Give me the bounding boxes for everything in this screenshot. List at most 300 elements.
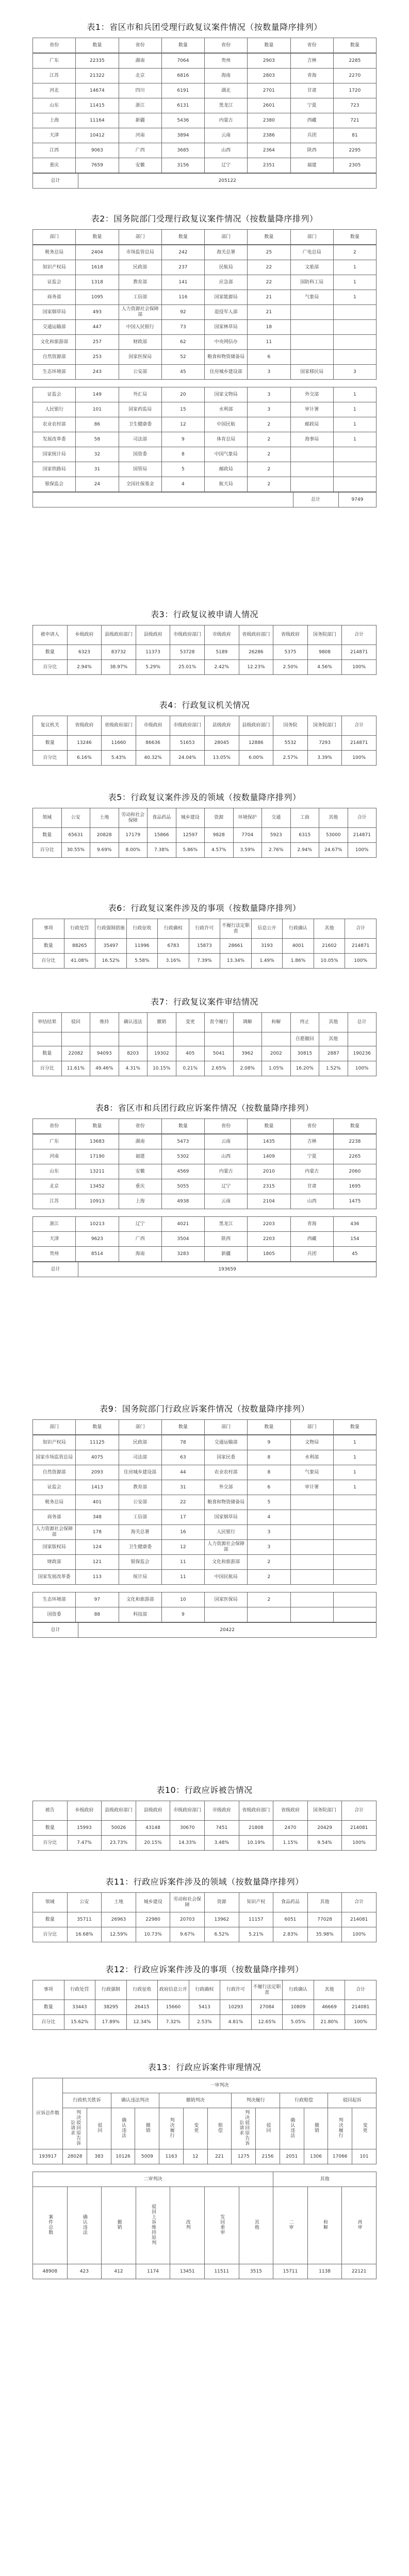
- table-header-row: [33, 38, 377, 53]
- value-cell: 88265: [64, 939, 95, 954]
- count-cell: 2305: [333, 158, 376, 173]
- name-cell: 吉林: [290, 1134, 333, 1149]
- header-cell: 行政许可: [189, 919, 220, 939]
- table-row: [33, 1194, 377, 1209]
- header-cell: 行政征收: [126, 919, 158, 939]
- count-cell: 9063: [76, 143, 119, 158]
- value-cell: 2051: [280, 2149, 304, 2164]
- table-row: [33, 1061, 377, 1076]
- value-cell: 12.65%: [251, 2015, 283, 2030]
- value-cell: 15711: [273, 2264, 308, 2279]
- value-cell: 35.98%: [307, 1927, 342, 1942]
- name-cell: 安徽: [119, 1164, 161, 1179]
- count-cell: 45: [161, 365, 204, 380]
- table-11: [32, 1892, 377, 1942]
- name-cell: [290, 1540, 333, 1555]
- name-cell: 内蒙古: [290, 1164, 333, 1179]
- table-4: [32, 716, 377, 766]
- count-cell: 2: [248, 1570, 290, 1585]
- count-cell: 3: [333, 365, 376, 380]
- header-cell: 数量: [161, 1420, 204, 1435]
- value-cell: 38.97%: [102, 660, 136, 675]
- count-cell: 2: [248, 447, 290, 462]
- table-row: [33, 245, 377, 260]
- count-cell: 1: [333, 1480, 376, 1495]
- name-cell: 国家统计局: [33, 447, 76, 462]
- header-cell: 交通: [262, 808, 291, 828]
- count-cell: 1: [333, 1450, 376, 1465]
- header-cell: 行政确权: [158, 919, 189, 939]
- count-cell: 3156: [161, 158, 204, 173]
- value-cell: 12.23%: [239, 660, 273, 675]
- name-cell: 民航局: [205, 260, 248, 275]
- header-cell: 行政强制: [95, 1980, 127, 2000]
- table-row: [33, 387, 377, 402]
- value-cell: 38295: [95, 2000, 127, 2015]
- total-value: 20422: [78, 1623, 377, 1638]
- header-cell: 乡级政府: [67, 1801, 102, 1821]
- count-cell: 447: [76, 320, 119, 335]
- header-cell: 劳动和社会保障: [119, 808, 148, 828]
- table-row: [33, 1134, 377, 1149]
- table-row: [33, 1465, 377, 1480]
- header-cell: 省级政府: [273, 625, 308, 645]
- table-header-row: [33, 1801, 377, 1821]
- count-cell: [333, 305, 376, 320]
- name-cell: 科技部: [119, 1607, 161, 1622]
- value-cell: 6.16%: [67, 751, 102, 766]
- count-cell: 5302: [161, 1149, 204, 1164]
- name-cell: 邮政局: [205, 462, 248, 477]
- subheader-cell: [90, 1032, 119, 1046]
- subheader-cell: 自愿撤回: [290, 1032, 319, 1046]
- name-cell: 湖南: [119, 1134, 161, 1149]
- count-cell: 2: [248, 477, 290, 492]
- name-cell: 国家版权局: [33, 1540, 76, 1555]
- value-cell: 21.80%: [314, 2015, 345, 2030]
- header-cell: 不履行法定职责: [220, 919, 252, 939]
- table-1-body: [32, 53, 377, 173]
- count-cell: [333, 1592, 376, 1607]
- name-cell: 河南: [33, 1149, 76, 1164]
- count-cell: 2093: [76, 1465, 119, 1480]
- header-cell: 其他: [319, 1013, 348, 1032]
- count-cell: 2380: [248, 113, 290, 128]
- name-cell: 住房城乡建设部: [119, 1465, 161, 1480]
- name-cell: 辽宁: [205, 158, 248, 173]
- value-cell: 1174: [136, 2264, 170, 2279]
- count-cell: 81: [333, 128, 376, 143]
- value-cell: 26963: [102, 1912, 136, 1927]
- name-cell: 甘肃: [290, 83, 333, 98]
- name-cell: 兵团: [290, 128, 333, 143]
- name-cell: 中央网信办: [205, 335, 248, 350]
- name-cell: 四川: [119, 83, 161, 98]
- count-cell: [333, 447, 376, 462]
- value-cell: 28661: [220, 939, 252, 954]
- table-3-section: [32, 608, 377, 675]
- group-header-cell: 驳回起诉: [328, 2093, 377, 2108]
- table-row: [33, 1821, 377, 1836]
- table-row: [33, 1525, 377, 1540]
- value-cell: 15866: [148, 828, 176, 843]
- name-cell: 银保监会: [119, 1555, 161, 1570]
- value-cell: 7.38%: [148, 843, 176, 858]
- table-row: [33, 1836, 377, 1851]
- table-11-title: 表11：行政应诉案件涉及的领域（按数量降序排列）: [105, 1877, 304, 1887]
- value-cell: 6.00%: [239, 751, 273, 766]
- count-cell: 6131: [161, 98, 204, 113]
- name-cell: [290, 462, 333, 477]
- value-cell: 7704: [233, 828, 262, 843]
- count-cell: 11125: [76, 1435, 119, 1450]
- second-judgment-header: 二审判决: [33, 2172, 273, 2187]
- value-cell: 214871: [342, 736, 377, 751]
- table-1: [32, 38, 377, 53]
- header-cell: 合计: [345, 1980, 377, 2000]
- count-cell: 2010: [248, 1164, 290, 1179]
- name-cell: 外交部: [290, 387, 333, 402]
- header-cell: 行政确权: [189, 1980, 220, 2000]
- table-row: [33, 1570, 377, 1585]
- count-cell: 25: [248, 245, 290, 260]
- value-cell: 11511: [204, 2264, 239, 2279]
- count-cell: 73: [161, 320, 204, 335]
- count-cell: 22: [161, 1495, 204, 1510]
- value-cell: 5532: [273, 736, 308, 751]
- value-cell: 53728: [170, 645, 205, 660]
- header-cell: 其他: [319, 808, 348, 828]
- count-cell: 12: [161, 417, 204, 432]
- value-cell: 百分比: [33, 660, 68, 675]
- name-cell: 证监会: [33, 275, 76, 290]
- header-cell: 部门: [290, 230, 333, 245]
- header-cell: 工商: [290, 808, 319, 828]
- header-cell: 责令履行: [205, 1013, 234, 1032]
- count-cell: 58: [76, 432, 119, 447]
- value-cell: 20.15%: [136, 1836, 170, 1851]
- table-8-title: 表8：省区市和兵团行政应诉案件情况（按数量降序排列）: [95, 1103, 314, 1113]
- count-cell: 5: [161, 462, 204, 477]
- header-cell: 部门: [290, 1420, 333, 1435]
- subheader-cell: 判决履行: [159, 2108, 184, 2149]
- header-cell: 市级政府部门: [170, 1801, 205, 1821]
- value-cell: 423: [67, 2264, 102, 2279]
- value-cell: 百分比: [33, 751, 68, 766]
- value-cell: 10.19%: [239, 1836, 273, 1851]
- count-cell: 1: [333, 275, 376, 290]
- table-header-row: [33, 1013, 377, 1032]
- value-cell: 86636: [136, 736, 170, 751]
- value-cell: 11.61%: [61, 1061, 90, 1076]
- count-cell: 2601: [248, 98, 290, 113]
- name-cell: 财政部: [119, 335, 161, 350]
- header-cell: 不履行法定职责: [251, 1980, 283, 2000]
- header-cell: 土地: [90, 808, 119, 828]
- table-row: [33, 447, 377, 462]
- header-cell: 国务院部门: [307, 716, 342, 736]
- value-cell: 10293: [220, 2000, 252, 2015]
- header-cell: 城乡建设: [136, 1893, 170, 1912]
- value-cell: 数量: [33, 1912, 68, 1927]
- name-cell: 生态环境部: [33, 1592, 76, 1607]
- count-cell: 92: [161, 305, 204, 320]
- header-cell: 知识产权: [239, 1893, 273, 1912]
- value-cell: 15993: [67, 1821, 102, 1836]
- value-cell: 193917: [33, 2149, 63, 2164]
- name-cell: 广电总局: [290, 245, 333, 260]
- value-cell: 3962: [233, 1046, 262, 1061]
- name-cell: 黑龙江: [205, 1217, 248, 1232]
- count-cell: 8: [161, 447, 204, 462]
- name-cell: 陕西: [205, 1232, 248, 1247]
- subheader-cell: [148, 1032, 176, 1046]
- header-cell: 省份: [33, 1119, 76, 1134]
- value-cell: 3515: [239, 2264, 273, 2279]
- name-cell: 工信部: [119, 290, 161, 305]
- count-cell: [333, 1525, 376, 1540]
- count-cell: 2803: [248, 69, 290, 83]
- value-cell: 4.56%: [307, 660, 342, 675]
- count-cell: 2: [333, 245, 376, 260]
- count-cell: [333, 1607, 376, 1622]
- subheader-cell: [348, 1032, 377, 1046]
- table-8-total: [32, 1262, 377, 1277]
- name-cell: [290, 350, 333, 365]
- name-cell: 福建: [290, 158, 333, 173]
- count-cell: 721: [333, 113, 376, 128]
- table-2-body: [32, 245, 377, 380]
- value-cell: 11157: [239, 1912, 273, 1927]
- value-cell: 214871: [345, 939, 377, 954]
- table-row: [33, 1046, 377, 1061]
- name-cell: 交通运输部: [205, 1435, 248, 1450]
- count-cell: 2386: [248, 128, 290, 143]
- count-cell: 1409: [248, 1149, 290, 1164]
- count-cell: 1618: [76, 260, 119, 275]
- name-cell: 山西: [205, 1149, 248, 1164]
- count-cell: 9: [161, 1607, 204, 1622]
- name-cell: 卫生健康委: [119, 1540, 161, 1555]
- count-cell: 1095: [76, 290, 119, 305]
- name-cell: 江苏: [33, 69, 76, 83]
- header-cell: 行政确认: [283, 1980, 314, 2000]
- table-4-section: [32, 699, 377, 766]
- name-cell: 吉林: [290, 54, 333, 69]
- table-row: [33, 143, 377, 158]
- count-cell: 10412: [76, 128, 119, 143]
- name-cell: [290, 1555, 333, 1570]
- table-8-section: [32, 1101, 377, 1277]
- count-cell: 3283: [161, 1247, 204, 1262]
- name-cell: 广东: [33, 54, 76, 69]
- name-cell: 贵州: [33, 1247, 76, 1262]
- header-cell: 政府信息公开: [158, 1980, 189, 2000]
- name-cell: 浙江: [33, 1217, 76, 1232]
- table-row: [33, 1232, 377, 1247]
- value-cell: 100%: [345, 2015, 377, 2030]
- header-cell: 数量: [161, 38, 204, 53]
- header-cell: 信息公开: [251, 919, 283, 939]
- value-cell: 33443: [64, 2000, 95, 2015]
- name-cell: 国家医保局: [119, 350, 161, 365]
- name-cell: [290, 1510, 333, 1525]
- header-cell: 合计: [342, 716, 377, 736]
- value-cell: 7.39%: [189, 954, 220, 969]
- value-cell: 30.55%: [61, 843, 90, 858]
- table-row: [33, 54, 377, 69]
- count-cell: [333, 462, 376, 477]
- second-values-row: [33, 2264, 377, 2279]
- value-cell: 17.89%: [95, 2015, 127, 2030]
- header-cell: 复议机关: [33, 716, 68, 736]
- header-cell: 省级政府: [67, 716, 102, 736]
- table-13-title: 表13：行政应诉案件审理情况: [148, 2062, 261, 2072]
- count-cell: 1: [333, 1435, 376, 1450]
- value-cell: 8203: [119, 1046, 148, 1061]
- value-cell: 3.16%: [158, 954, 189, 969]
- value-cell: 16.20%: [290, 1061, 319, 1076]
- subheader-cell: 变更: [352, 2108, 377, 2149]
- value-cell: 15.62%: [64, 2015, 95, 2030]
- name-cell: 国家市场监管总局: [33, 1450, 76, 1465]
- name-cell: 审计署: [290, 1480, 333, 1495]
- name-cell: 天津: [33, 128, 76, 143]
- count-cell: 1695: [333, 1179, 376, 1194]
- table-row: [33, 350, 377, 365]
- value-cell: 2470: [273, 1821, 308, 1836]
- header-cell: 数量: [76, 230, 119, 245]
- count-cell: 9623: [76, 1232, 119, 1247]
- header-cell: 变更: [176, 1013, 205, 1032]
- value-cell: 214871: [348, 828, 377, 843]
- table-row: [33, 1247, 377, 1262]
- value-cell: 5041: [205, 1046, 234, 1061]
- name-cell: 文物局: [290, 1435, 333, 1450]
- name-cell: 湖南: [119, 54, 161, 69]
- value-cell: 5.43%: [102, 751, 136, 766]
- count-cell: 11415: [76, 98, 119, 113]
- count-cell: 7064: [161, 54, 204, 69]
- name-cell: 自然资源部: [33, 1465, 76, 1480]
- value-cell: 数量: [33, 1046, 62, 1061]
- value-cell: 190236: [348, 1046, 377, 1061]
- table-row: [33, 2000, 377, 2015]
- value-cell: 83732: [102, 645, 136, 660]
- table-header-row: [33, 1980, 377, 2000]
- value-cell: 百分比: [33, 954, 64, 969]
- name-cell: 公安部: [119, 1495, 161, 1510]
- name-cell: 福建: [119, 1149, 161, 1164]
- name-cell: 教育部: [119, 1480, 161, 1495]
- value-cell: 6.52%: [204, 1927, 239, 1942]
- group-header-cell: 行政赔偿: [280, 2093, 328, 2108]
- value-cell: 100%: [345, 954, 377, 969]
- table-row: [33, 260, 377, 275]
- name-cell: 海关总署: [205, 245, 248, 260]
- table-header-row: [33, 919, 377, 939]
- count-cell: 78: [161, 1435, 204, 1450]
- value-cell: 6323: [67, 645, 102, 660]
- header-cell: 公安: [61, 808, 90, 828]
- value-cell: 35497: [95, 939, 127, 954]
- value-cell: 4.81%: [220, 2015, 252, 2030]
- table-row: [33, 98, 377, 113]
- name-cell: 贵州: [205, 54, 248, 69]
- count-cell: [333, 1495, 376, 1510]
- name-cell: 司法部: [119, 432, 161, 447]
- count-cell: 436: [333, 1217, 376, 1232]
- header-cell: 省份: [205, 1119, 248, 1134]
- name-cell: [290, 1525, 333, 1540]
- name-cell: 人力资源社会保障部: [119, 305, 161, 320]
- table-6-title: 表6：行政复议案件涉及的事项（按数量降序排列）: [108, 903, 301, 913]
- name-cell: 生态环境部: [33, 365, 76, 380]
- name-cell: 国家铁路局: [33, 462, 76, 477]
- subheader-cell: [33, 1032, 62, 1046]
- value-cell: 9.69%: [90, 843, 119, 858]
- name-cell: 国家林草局: [205, 320, 248, 335]
- value-cell: 1.15%: [273, 1836, 308, 1851]
- count-cell: 3: [248, 365, 290, 380]
- value-cell: 30670: [170, 1821, 205, 1836]
- name-cell: 交通运输部: [33, 320, 76, 335]
- value-cell: 10.15%: [148, 1061, 176, 1076]
- value-cell: 百分比: [33, 843, 62, 858]
- value-cell: 41.08%: [64, 954, 95, 969]
- count-cell: 3: [248, 1540, 290, 1555]
- count-cell: [333, 335, 376, 350]
- value-cell: 77028: [307, 1912, 342, 1927]
- table-8-body: [32, 1134, 377, 1209]
- value-cell: 2.76%: [262, 843, 291, 858]
- subheader-cell: 驳回上诉维持原判: [136, 2187, 170, 2264]
- table-row: [33, 939, 377, 954]
- header-cell: 县级政府部门: [102, 1801, 136, 1821]
- value-cell: 5189: [204, 645, 239, 660]
- first-judgment-header: 一审判决: [63, 2078, 377, 2093]
- header-cell: 数量: [76, 1420, 119, 1435]
- value-cell: 20429: [307, 1821, 342, 1836]
- name-cell: 山东: [33, 1164, 76, 1179]
- name-cell: 河北: [33, 83, 76, 98]
- table-row: [33, 335, 377, 350]
- count-cell: 1413: [76, 1480, 119, 1495]
- name-cell: 文化和旅游部: [205, 1555, 248, 1570]
- subheader-cell: 驳回: [87, 2108, 111, 2149]
- header-cell: 数量: [76, 1119, 119, 1134]
- subheader-cell: 其他: [319, 1032, 348, 1046]
- value-cell: 2887: [319, 1046, 348, 1061]
- name-cell: 国家烟草局: [205, 1510, 248, 1525]
- name-cell: 湖北: [205, 83, 248, 98]
- subheader-cell: 撤销: [135, 2108, 159, 2149]
- total-value: 205122: [78, 174, 377, 189]
- table-7: [32, 1012, 377, 1076]
- count-cell: 4: [161, 477, 204, 492]
- value-cell: 214081: [345, 2000, 377, 2015]
- count-cell: 8: [248, 1450, 290, 1465]
- count-cell: 2903: [248, 54, 290, 69]
- header-cell: 数量: [248, 1119, 290, 1134]
- value-cell: 3193: [251, 939, 283, 954]
- header-cell: 终止: [290, 1013, 319, 1032]
- value-cell: 2.94%: [290, 843, 319, 858]
- total-value: 193659: [78, 1262, 377, 1277]
- count-cell: 24: [76, 477, 119, 492]
- value-cell: 51653: [170, 736, 205, 751]
- count-cell: 1318: [76, 275, 119, 290]
